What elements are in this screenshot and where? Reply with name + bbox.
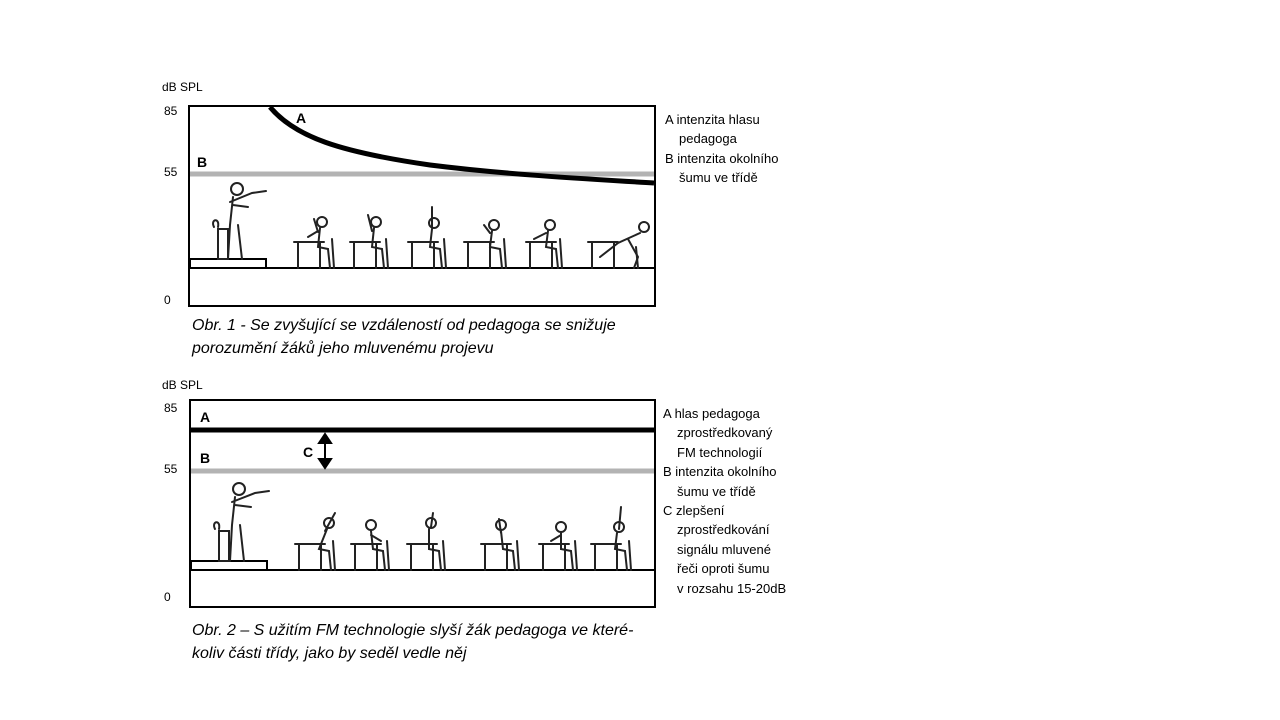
fig1-legend-a: A intenzita hlasu: [665, 112, 760, 127]
fig1-panel: [188, 105, 656, 307]
fig2-legend-a-cont2: FM technologií: [677, 444, 763, 460]
fig2-gap-label: C: [303, 444, 314, 460]
fig2-caption-line1: Obr. 2 – S užitím FM technologie slyší žák pedagoga ve které-: [192, 622, 634, 639]
fig2-podium: [191, 561, 267, 570]
fig1-diagram: [190, 107, 654, 305]
fig2-diagram: [191, 401, 654, 606]
fig2-caption-line2: koliv části třídy, jako by seděl vedle něj: [192, 645, 467, 662]
fig2-legend-c-cont3: řeči oproti šumu: [677, 561, 770, 577]
fig1-legend-a-cont: pedagoga: [679, 131, 737, 147]
fig2-legend-c-cont4: v rozsahu 15-20dB: [677, 580, 787, 596]
fig1-caption: [192, 314, 616, 360]
fig1-tick-85: 85: [164, 104, 178, 118]
fig2-legend-a-cont1: zprostředkovaný: [677, 425, 773, 441]
fig1-podium: [190, 259, 266, 268]
fig2-legend-c: C zlepšení: [663, 503, 725, 519]
fig1-teacher: [213, 183, 266, 259]
fig1-caption-line2: porozumění žáků jeho mluvenému projevu: [192, 340, 494, 357]
fig2-legend-b-cont: šumu ve třídě: [677, 483, 756, 499]
fig2-students: [295, 507, 631, 570]
fig2-tick-0: 0: [164, 590, 171, 604]
fig2-gap-arrow: [319, 434, 331, 468]
fig2-tick-85: 85: [164, 401, 178, 415]
fig2-fm-label: A: [200, 409, 211, 425]
fig1-legend-b: B intenzita okolního: [665, 150, 779, 166]
fig2-panel: [189, 399, 656, 608]
fig1-tick-0: 0: [164, 293, 171, 307]
fig2-teacher: [214, 483, 269, 561]
fig1-legend: [665, 110, 778, 188]
fig2-noise-label: B: [200, 450, 211, 466]
fig1-unit-label: dB SPL: [162, 80, 203, 94]
fig1-students: [294, 207, 649, 268]
fig2-unit-label: dB SPL: [162, 378, 203, 392]
fig1-legend-b-cont: šumu ve třídě: [679, 170, 758, 186]
fig1-tick-55: 55: [164, 165, 178, 179]
fig1-curve-label: A: [296, 110, 307, 126]
fig2-caption: [192, 619, 633, 665]
fig2-legend-a: A hlas pedagoga: [663, 406, 760, 421]
fig1-noise-label: B: [197, 154, 208, 170]
fig2-legend-c-cont1: zprostředkování: [677, 522, 770, 538]
fig2-legend-c-cont2: signálu mluvené: [677, 541, 771, 557]
fig2-legend-b: B intenzita okolního: [663, 464, 777, 480]
fig2-legend: [663, 404, 786, 598]
fig1-caption-line1: Obr. 1 - Se zvyšující se vzdáleností od pedagoga se snižuje: [192, 317, 616, 334]
fig2-tick-55: 55: [164, 462, 178, 476]
